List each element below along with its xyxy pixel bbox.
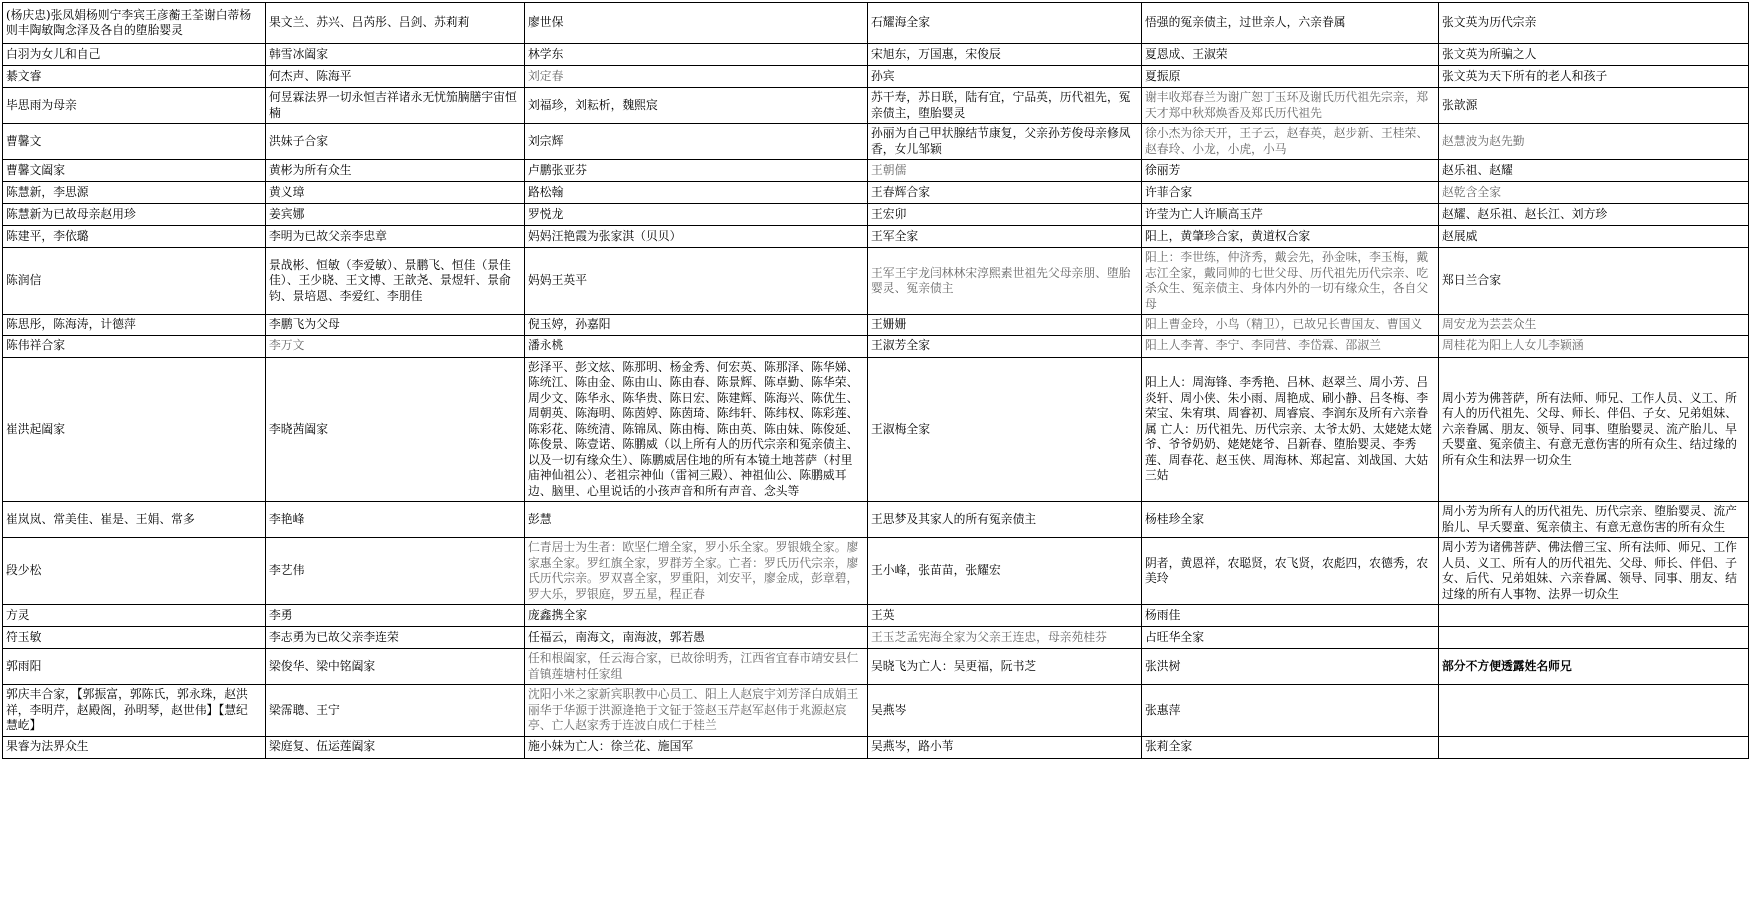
table-cell: 吴燕岑，路小苇 [868, 736, 1142, 758]
table-cell: 刘福珍，刘耘析，魏熙宸 [525, 88, 868, 124]
table-cell: 周桂花为阳上人女儿李颖涵 [1439, 335, 1749, 357]
table-cell: 赵展威 [1439, 226, 1749, 248]
table-cell: (杨庆忠)张凤娟杨则宁李宾王彦蘅王荃谢白蒂杨则丰陶敏陶念泽及各自的堕胎婴灵 [3, 3, 266, 44]
table-cell: 王姗姗 [868, 315, 1142, 336]
table-cell: 王英 [868, 605, 1142, 627]
table-cell: 阳上曹金玲，小鸟（精卫），已故兄长曹国友、曹国义 [1142, 315, 1439, 336]
table-cell: 周安龙为芸芸众生 [1439, 315, 1749, 336]
table-cell: 綦文睿 [3, 66, 266, 88]
table-cell: 李艺伟 [266, 538, 525, 605]
table-cell: 张文英为天下所有的老人和孩子 [1439, 66, 1749, 88]
table-row [3, 182, 1749, 204]
table-row [3, 44, 1749, 66]
table-cell: 孙丽为自己甲状腺结节康复，父亲孙芳俊母亲修凤香，女儿邹颖 [868, 124, 1142, 160]
table-cell: 王军王宇龙闫林林宋淳熙素世祖先父母亲朋、堕胎婴灵、冤亲债主 [868, 248, 1142, 315]
table-cell: 陈思彤，陈海涛，计德萍 [3, 315, 266, 336]
table-row [3, 204, 1749, 226]
table-cell: 杨雨佳 [1142, 605, 1439, 627]
table-cell: 王玉芝孟宪海全家为父亲王连忠，母亲苑桂芬 [868, 627, 1142, 649]
table-cell: 果文兰、苏兴、吕芮彤、吕剑、苏莉莉 [266, 3, 525, 44]
table-row [3, 357, 1749, 502]
table-cell: 施小妹为亡人：徐兰花、施国军 [525, 736, 868, 758]
table-cell: 刘定春 [525, 66, 868, 88]
table-cell: 郭雨阳 [3, 649, 266, 685]
table-cell: 张歆源 [1439, 88, 1749, 124]
table-cell: 曹馨文 [3, 124, 266, 160]
table-row [3, 124, 1749, 160]
table-cell: 王思梦及其家人的所有冤亲债主 [868, 502, 1142, 538]
table-cell: 姜宾娜 [266, 204, 525, 226]
dedication-table [2, 2, 1749, 759]
table-cell: 徐丽芳 [1142, 160, 1439, 182]
table-cell: 廖世保 [525, 3, 868, 44]
table-row [3, 3, 1749, 44]
table-cell: 崔洪起阖家 [3, 357, 266, 502]
table-cell: 赵耀、赵乐祖、赵长江、刘方珍 [1439, 204, 1749, 226]
table-row [3, 685, 1749, 737]
table-cell: 彭慧 [525, 502, 868, 538]
table-cell: 段少松 [3, 538, 266, 605]
table-cell [1439, 685, 1749, 737]
table-cell: 许菲合家 [1142, 182, 1439, 204]
table-cell: 夏恩成、王淑荣 [1142, 44, 1439, 66]
table-cell: 郭庆丰合家，【郭振富，郭陈氏，郭永珠，赵洪祥，李明芹，赵殿阁，孙明琴，赵世伟】【慧纪 慧屹】 [3, 685, 266, 737]
table-cell: 王小峰，张苗苗，张耀宏 [868, 538, 1142, 605]
table-row [3, 66, 1749, 88]
table-cell: 阳上：李世练，仲济秀，戴会先，孙金味，李玉梅，戴志江全家，戴同帅的七世父母、历代祖先历代宗亲、吃杀众生、冤亲债主、身体内外的一切有缘众生，各自父母 [1142, 248, 1439, 315]
table-cell: 任福云，南海文，南海波，郭若愚 [525, 627, 868, 649]
table-cell: 悟强的冤亲债主，过世亲人，六亲眷属 [1142, 3, 1439, 44]
table-cell: 陈润信 [3, 248, 266, 315]
table-cell [1439, 736, 1749, 758]
table-cell: 洪妹子合家 [266, 124, 525, 160]
table-cell: 张洪树 [1142, 649, 1439, 685]
table-cell: 孙宾 [868, 66, 1142, 88]
table-cell: 阳上人李菁、李宁、李同营、李岱霖、邵淑兰 [1142, 335, 1439, 357]
table-cell: 卢鹏张亚芬 [525, 160, 868, 182]
table-cell: 彭泽平、彭文炫、陈那明、杨金秀、何宏英、陈那泽、陈华娣、陈统江、陈由金、陈由山、陈由春、陈景辉、陈卓勤、陈华荣、周少文、陈华永、陈华贵、陈日宏、陈建辉、陈海兴、陈优生、周朝英、陈海明、陈茵婷、陈茵琦、陈纬轩、陈纬权、陈彩莲、陈彩花、陈统清、陈锦凤、陈由梅、陈由英、陈由妹、陈俊延、陈俊景、陈壹诺、陈鹏威（以上所有人的历代宗亲和冤亲债主、以及一切有缘众生）、陈鹏威居住地的所有本镜土地菩萨（村里庙神仙祖公）、老祖宗神仙（雷祠三殿）、神祖仙公、陈鹏威耳边、脑里、心里说话的小孩声音和所有声音、念头等 [525, 357, 868, 502]
table-cell [1439, 627, 1749, 649]
table-cell: 夏振原 [1142, 66, 1439, 88]
table-cell: 何杰声、陈海平 [266, 66, 525, 88]
table-cell: 张文英为历代宗亲 [1439, 3, 1749, 44]
table-cell: 李万文 [266, 335, 525, 357]
table-cell: 王军全家 [868, 226, 1142, 248]
table-cell: 妈妈王英平 [525, 248, 868, 315]
table-cell: 周小芳为佛菩萨，所有法师、师兄、工作人员、义工、所有人的历代祖先、父母、师长、伴侣、子女、兄弟姐妹、六亲眷属、朋友、领导、同事、堕胎婴灵、流产胎儿、早夭婴童、冤亲债主、有意无意伤害的所有众生、结过缘的所有众生和法界一切众生 [1439, 357, 1749, 502]
table-cell: 李明为已故父亲李忠章 [266, 226, 525, 248]
table-cell: 王朝儒 [868, 160, 1142, 182]
table-cell: 许莹为亡人许顺高玉芹 [1142, 204, 1439, 226]
table-cell: 吴燕岑 [868, 685, 1142, 737]
table-row [3, 502, 1749, 538]
table-cell: 庞鑫携全家 [525, 605, 868, 627]
table-cell: 苏干寿，苏日联，陆有宜，宁品英，历代祖先，冤亲债主，堕胎婴灵 [868, 88, 1142, 124]
table-cell: 王宏卯 [868, 204, 1142, 226]
table-cell: 果睿为法界众生 [3, 736, 266, 758]
table-cell: 潘永桃 [525, 335, 868, 357]
table-row [3, 627, 1749, 649]
table-row [3, 605, 1749, 627]
table-row [3, 649, 1749, 685]
table-row [3, 538, 1749, 605]
table-cell: 阴者，黄恩祥，农聪贤，农飞贤，农彪四，农德秀，农美玲 [1142, 538, 1439, 605]
table-row [3, 226, 1749, 248]
table-cell: 赵乐祖、赵耀 [1439, 160, 1749, 182]
table-cell: 罗悦龙 [525, 204, 868, 226]
table-cell: 陈慧新为已故母亲赵用珍 [3, 204, 266, 226]
table-cell: 符玉敏 [3, 627, 266, 649]
table-cell: 王淑芳全家 [868, 335, 1142, 357]
table-cell: 李艳峰 [266, 502, 525, 538]
table-cell: 曹馨文阖家 [3, 160, 266, 182]
table-cell: 阳上，黄肇珍合家，黄道权合家 [1142, 226, 1439, 248]
table-cell: 张莉全家 [1142, 736, 1439, 758]
table-row [3, 88, 1749, 124]
table-cell: 方灵 [3, 605, 266, 627]
table-cell: 景战彬、恒敏（李爱敏）、景鹏飞、恒佳（景佳佳）、王少晓、王文博、王歆尧、景煜轩、景俞钧、景培恩、李爱红、李朋佳 [266, 248, 525, 315]
table-cell: 仁青居士为生者：欧坚仁增全家，罗小乐全家。罗银娥全家。廖家惠全家。罗红旗全家，罗群芳全家。亡者：罗氏历代宗亲，廖氏历代宗亲。罗双喜全家，罗重阳，刘安平，廖金成，彭章碧，罗大乐，罗银庭，罗五星，程正春 [525, 538, 868, 605]
table-cell: 崔岚岚、常美佳、崔是、王娟、常多 [3, 502, 266, 538]
table-cell: 周小芳为诸佛菩萨、佛法僧三宝、所有法师、师兄、工作人员、义工、所有人的历代祖先、父母、师长、伴侣、子女、后代、兄弟姐妹、六亲眷属、领导、同事、朋友、结过缘的所有人事物、法界一切众生 [1439, 538, 1749, 605]
table-cell: 李鹏飞为父母 [266, 315, 525, 336]
table-cell: 郑日兰合家 [1439, 248, 1749, 315]
table-cell: 赵慧波为赵先勤 [1439, 124, 1749, 160]
table-cell: 何昱霖法界一切永恒吉祥诸永无忧笳腩膳宇宙恒楠 [266, 88, 525, 124]
table-cell: 王春辉合家 [868, 182, 1142, 204]
table-row [3, 160, 1749, 182]
table-cell: 黄义璋 [266, 182, 525, 204]
table-row [3, 315, 1749, 336]
table-cell: 谢丰收郑春兰为谢广恕丁玉环及谢氏历代祖先宗亲，郑天才郑中秋郑焕香及郑氏历代祖先 [1142, 88, 1439, 124]
table-cell: 沈阳小米之家新宾职教中心员工、阳上人赵宸宇刘芳泽白成娟王丽华于华源于洪源逄艳于文钲于签赵玉芹赵军赵伟于兆源赵宸亭、亡人赵家秀于连波白成仁于桂兰 [525, 685, 868, 737]
table-cell: 赵乾含全家 [1439, 182, 1749, 204]
table-cell: 阳上人：周海锋、李秀艳、吕林、赵翠兰、周小芳、吕炎轩、周小侠、朱小雨、周艳成、刷小静、吕冬梅、李荣宝、朱宥琪、周睿初、周睿宸、李润东及所有六亲眷属 亡人：历代祖先、历代宗亲、太爷太奶、太姥姥太姥爷、爷爷奶奶、姥姥姥爷、吕新春、堕胎婴灵、李秀莲、周春花、赵玉侠、周海林、郑起富、刘战国、大姑三姑 [1142, 357, 1439, 502]
table-cell: 宋旭东，万国惠，宋俊辰 [868, 44, 1142, 66]
table-cell: 陈伟祥合家 [3, 335, 266, 357]
table-cell: 刘宗辉 [525, 124, 868, 160]
table-cell: 毕思雨为母亲 [3, 88, 266, 124]
table-cell: 吴晓飞为亡人：吴更福，阮书芝 [868, 649, 1142, 685]
table-cell: 占旺华全家 [1142, 627, 1439, 649]
table-cell: 梁俊华、梁中铭阖家 [266, 649, 525, 685]
table-cell: 张文英为所骗之人 [1439, 44, 1749, 66]
table-cell: 石耀海全家 [868, 3, 1142, 44]
table-cell: 李志勇为已故父亲李连荣 [266, 627, 525, 649]
table-cell: 倪玉婷，孙嘉阳 [525, 315, 868, 336]
table-cell: 陈建平，李依璐 [3, 226, 266, 248]
table-cell: 李晓茜阖家 [266, 357, 525, 502]
table-cell: 陈慧新，李思源 [3, 182, 266, 204]
table-cell: 路松翰 [525, 182, 868, 204]
table-row [3, 248, 1749, 315]
table-cell: 部分不方便透露姓名师兄 [1439, 649, 1749, 685]
table-cell: 林学东 [525, 44, 868, 66]
table-row [3, 736, 1749, 758]
table-cell: 韩雪冰阖家 [266, 44, 525, 66]
table-cell [1439, 605, 1749, 627]
table-cell: 梁庭复、伍运莲阖家 [266, 736, 525, 758]
table-cell: 李勇 [266, 605, 525, 627]
table-cell: 张惠萍 [1142, 685, 1439, 737]
dedication-sheet [2, 2, 1748, 759]
table-cell: 白羽为女儿和自己 [3, 44, 266, 66]
table-row [3, 335, 1749, 357]
table-cell: 任和根阖家，任云海合家，已故徐明秀，江西省宜春市靖安县仁首镇莲塘村任家组 [525, 649, 868, 685]
table-cell: 周小芳为所有人的历代祖先、历代宗亲、堕胎婴灵、流产胎儿、早夭婴童、冤亲债主、有意无意伤害的所有众生 [1439, 502, 1749, 538]
table-cell: 杨桂珍全家 [1142, 502, 1439, 538]
table-cell: 黄彬为所有众生 [266, 160, 525, 182]
table-cell: 妈妈汪艳霞为张家淇（贝贝） [525, 226, 868, 248]
table-cell: 王淑梅全家 [868, 357, 1142, 502]
table-cell: 徐小杰为徐天开，王子云，赵春英，赵步新、王桂荣、赵春玲、小龙，小虎，小马 [1142, 124, 1439, 160]
table-cell: 梁霈聰、王宁 [266, 685, 525, 737]
